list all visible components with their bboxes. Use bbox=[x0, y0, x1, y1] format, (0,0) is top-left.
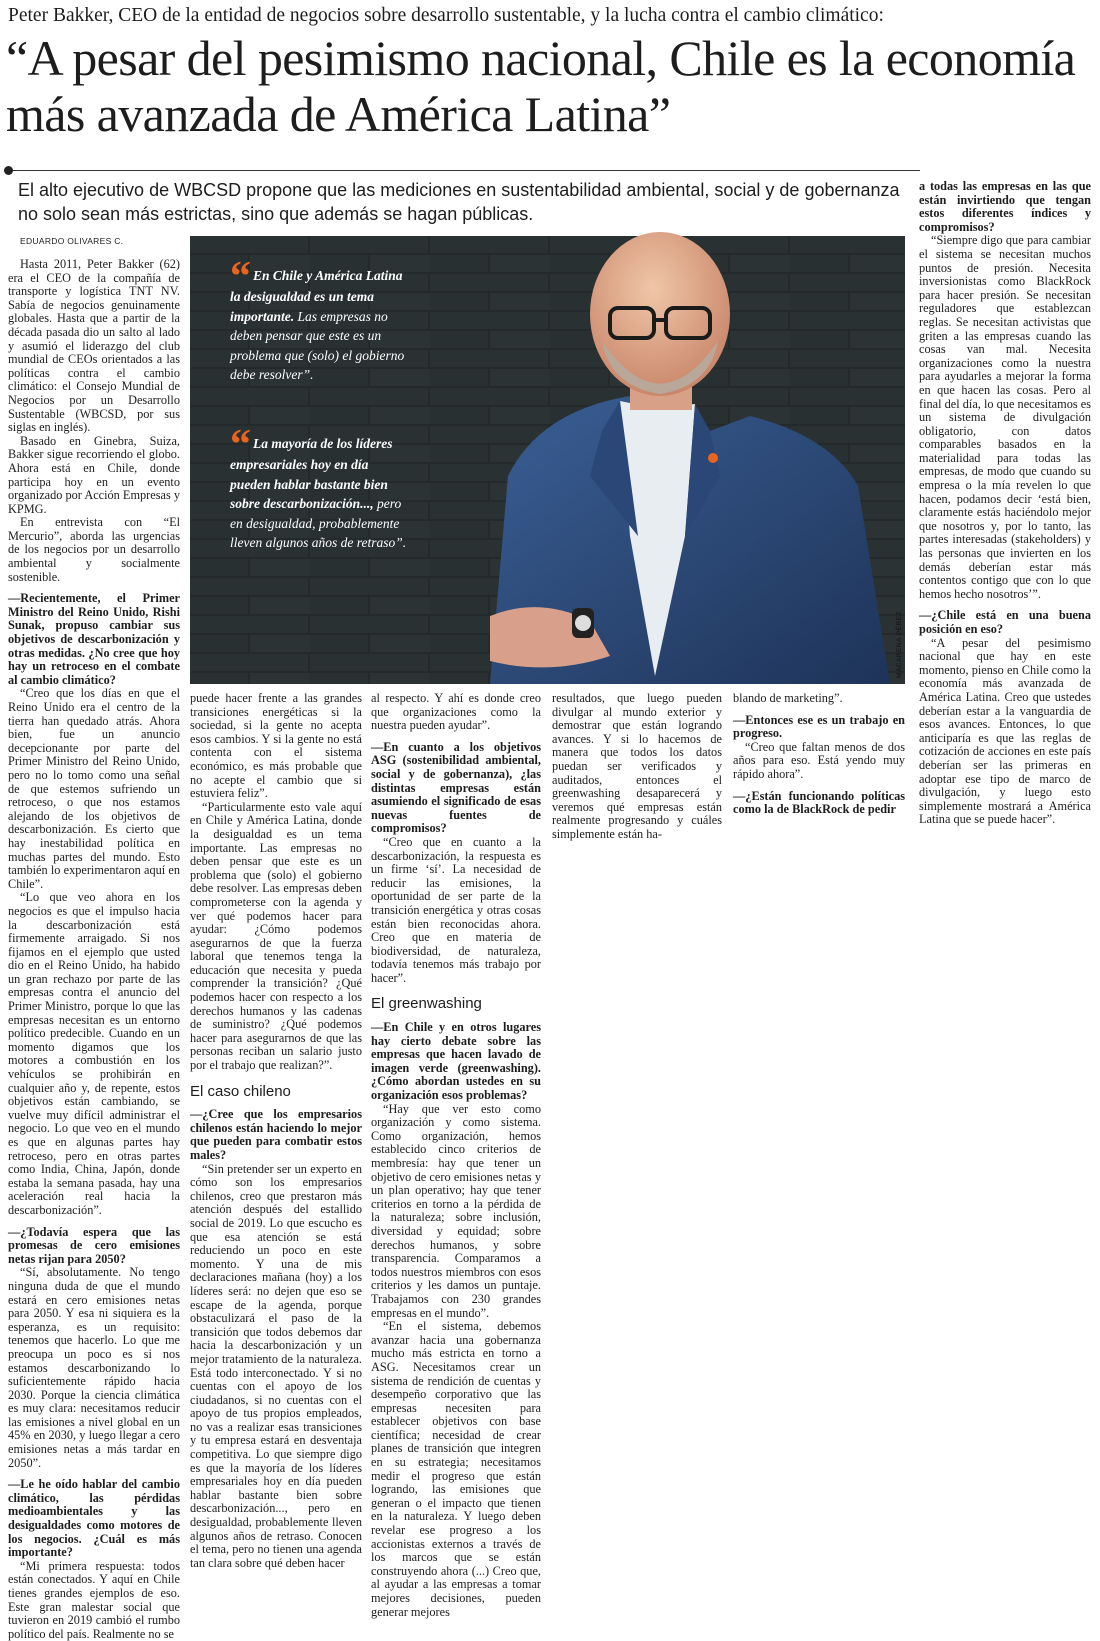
column-1 bbox=[8, 257, 180, 1641]
column-5 bbox=[733, 692, 905, 1580]
question: a todas las empresas en las que están invirtiendo que tengan estos diferentes índices y compromisos? bbox=[919, 179, 1091, 234]
paragraph: resultados, que luego pueden divulgar al mundo exterior y demostrar que están logrando avances. Y si lo hacemos de manera que todos los datos puedan ser verificados y auditados, entonces el greenwashing desaparecerá y veremos qué empresas están realmente progresando y cuáles simplemente están ha- bbox=[552, 691, 722, 841]
paragraph: puede hacer frente a las grandes transiciones energéticas si la sociedad, si la gente no acepta esos cambios. Y si la gente no está contenta con el sistema económico, es más probable que no acepte el cambio que si estuviera feliz”. bbox=[190, 691, 362, 801]
headline: “A pesar del pesimismo nacional, Chile es la economía más avanzada de América Latina” bbox=[6, 30, 1076, 142]
pull-quote-1: “ En Chile y América Latina la desigualdad es un tema importante. Las empresas no deben pensar que este es un problema que (solo) el gobierno debe resolver”. bbox=[230, 254, 405, 382]
photo-credit: MACARENA PÉREZ bbox=[896, 611, 903, 678]
column-2 bbox=[190, 692, 362, 1580]
paragraph: blando de marketing”. bbox=[733, 691, 843, 705]
question: —Entonces ese es un trabajo en progreso. bbox=[733, 712, 905, 741]
column-4 bbox=[552, 692, 722, 1580]
kicker: Peter Bakker, CEO de la entidad de negocios sobre desarrollo sustentable, y la lucha contra el cambio climático: bbox=[8, 5, 884, 26]
paragraph: al respecto. Y ahí es donde creo que organizaciones como la nuestra pueden ayudar”. bbox=[371, 691, 541, 733]
question: —¿Están funcionando políticas como la de BlackRock de pedir bbox=[733, 788, 905, 817]
answer: “Creo que en cuanto a la descarbonización, la respuesta es un firme ‘sí’. La necesidad de reducir las emisiones, la oportunidad de ser parte de la transición energética y otras cosas están bien reconocidas ahora. Creo que en materia de biodiversidad, de naturaleza, todavía tenemos más trabajo por hacer”. bbox=[371, 834, 541, 985]
answer: “Siempre digo que para cambiar el sistema se necesitan muchos puntos de presión. Necesita inversionistas como BlackRock para hacer presión. Se necesitan reguladores que establezcan reglas. Se necesitan activistas que griten a las empresas cuando las cosas van mal. Necesita organizaciones como la nuestra para ayudarles a mejorar la forma en que hacen las cosas. Pero al final del día, lo que necesitamos es un sistema de divulgación obligatorio, con datos comparables basados en la materialidad para todas las empresas, de modo que cuando su empresa o la mía revelen lo que hacen, podamos decir ‘está bien, claramente estás haciéndolo mejor que nosotros y, por lo tanto, las partes interesadas (stakeholders) y las personas que invierten en los demás deberían estar más contentos contigo que con lo que hemos hecho nosotros’”. bbox=[919, 233, 1091, 601]
answer: “Sí, absolutamente. No tengo ninguna duda de que el mundo estará en cero emisiones netas para 2050. Y esa ni siquiera es la esperanza, es un requisito: tenemos que hacerlo. Lo que me preocupa un poco es si nos estamos descarbonizando lo suficientemente rápido hacia 2030. Porque la ciencia climática es muy clara: necesitamos reducir las emisiones a nivel global en un 45% en 2030, y luego llegar a cero emisiones netas a más tardar en 2050”. bbox=[8, 1265, 180, 1470]
quote-mark-icon: “ bbox=[230, 422, 251, 468]
divider-dot bbox=[4, 166, 13, 175]
answer: “Lo que veo ahora en los negocios es que el impulso hacia la descarbonización está firmemente arraigado. Si nos fijamos en el ejemplo que usted dio en el Reino Unido, ha habido un gran rechazo por parte de las empresas contra el anuncio del Primer Ministro, porque lo que las empresas necesitan es un entorno político predecible. Cuando en un momento digamos que los motores a combustión en los vehículos se prohibirán en cualquier año y, de repente, estos objetivos están cambiando, se vuelve muy difícil administrar el negocio. Lo que veo en el mundo es que en algunas partes hay retroceso, pero en otras partes como India, China, Japón, donde estaba la semana pasada, hay una aceleración real hacia la descarbonización”. bbox=[8, 890, 180, 1217]
column-3 bbox=[371, 691, 541, 1619]
pull-quote-2: “ La mayoría de los líderes empresariales hoy en día pueden hablar bastante bien sobre descarbonización..., pero en desigualdad, probablemente lleven algunos años de retraso”. bbox=[230, 422, 407, 550]
divider bbox=[8, 170, 920, 171]
question: —¿Todavía espera que las promesas de cero emisiones netas rijan para 2050? bbox=[8, 1224, 180, 1266]
quote-mark-icon: “ bbox=[230, 254, 251, 300]
section-heading: El caso chileno bbox=[190, 1082, 291, 1100]
byline: EDUARDO OLIVARES C. bbox=[20, 236, 124, 246]
section-heading: El greenwashing bbox=[371, 995, 482, 1013]
answer: “Creo que faltan menos de dos años para eso. Está yendo muy rápido ahora”. bbox=[733, 739, 905, 781]
portrait-photo bbox=[190, 236, 905, 684]
question: —Recientemente, el Primer Ministro del Reino Unido, Rishi Sunak, propuso cambiar sus objetivos de descarbonización y otras medidas. ¿No cree que hoy hay un retroceso en el combate al cambio climático? bbox=[8, 591, 180, 687]
question: —Le he oído hablar del cambio climático, las pérdidas medioambientales y las desigualdades como motores de los negocios. ¿Cuál es más importante? bbox=[8, 1477, 180, 1560]
answer: “Creo que los días en que el Reino Unido era el centro de la tierra han quedado atrás. Ahora bien, fue un anuncio decepcionante por parte del Primer Ministro del Reino Unido, pero no lo tomo como una señal de que estemos sufriendo un retroceso, o que nos estamos alejando de los objetivos de descarbonización. Es cierto que hay inestabilidad política en muchas partes del mundo. Esto también lo experimentaron aquí en Chile”. bbox=[8, 686, 180, 891]
question: —En cuanto a los objetivos ASG (sostenibilidad ambiental, social y de gobernanza), ¿las distintas empresas están asumiendo el significado de esas nuevas fuentes de compromisos? bbox=[371, 739, 541, 836]
answer: “En el sistema, debemos avanzar hacia una gobernanza mucho más estricta en torno a ASG. Necesitamos crear un sistema de rendición de cuentas y desempeño corporativo que las empresas necesiten para establecer objetivos con base científica; necesidad de crear planes de transición que integren en su estrategia; necesitamos medir el progreso que están logrando, las emisiones que generan o el impacto que tienen en la naturaleza. Y luego deben revelar ese progreso a los accionistas externos a través de los marcos que se están construyendo ahora (...) Creo que, al ayudar a las empresas a tomar mejores decisiones, pueden generar mejores bbox=[371, 1319, 541, 1619]
question: —¿Chile está en una buena posición en eso? bbox=[919, 608, 1091, 636]
answer: “A pesar del pesimismo nacional que hay en este momento, pienso en Chile como la economía más avanzada de América Latina. Creo que ustedes deberían estar a la vanguardia de esos avances. Entonces, lo que anticiparía es que las reglas de cotización de acciones en este país deberían ser las primeras en adoptar ese tipo de marco de divulgación, y luego esto simplemente mostrará a América Latina que se puede hacer”. bbox=[919, 635, 1091, 827]
deck: El alto ejecutivo de WBCSD propone que las mediciones en sustentabilidad ambiental, social y de gobernanza no solo sean más estrictas, sino que además se hagan públicas. bbox=[18, 180, 900, 224]
answer: “Sin pretender ser un experto en cómo son los empresarios chilenos, creo que prestaron más atención después del estallido social de 2019. Lo que escucho es que esa atención se está reduciendo un poco en este momento. Y una de mis declaraciones mañana (hoy) a los líderes será: no dejen que eso se escape de la agenda, porque obstaculizará el paso de la transición que todos debemos dar hacia la descarbonización y un mejor tratamiento de la naturaleza. Está todo interconectado. Y si no cuentas con el apoyo de los ciudadanos, si no cuentas con el apoyo de tus propios empleados, no vas a realizar esas transiciones y tu empresa estará en desventaja competitiva. Lo que siempre digo es que la mayoría de los líderes empresariales hoy en día pueden hablar bastante bien sobre descarbonización..., pero en desigualdad, probablemente lleven algunos años de retraso. Conocen el tema, pero no tienen una agenda tan clara sobre qué deben hacer bbox=[190, 1161, 362, 1570]
paragraph: “Particularmente esto vale aquí en Chile y América Latina, donde la desigualdad es un tema importante. Las empresas no deben pensar que este es un problema que (solo) el gobierno debe resolver. Las empresas deben comprometerse con la agenda y ver qué podemos hacer para ayudar: ¿Cómo podemos asegurarnos de que la fuerza laboral que tenemos tenga la educación que necesita y pueda comprender la transición? ¿Qué podemos hacer con respecto a los derechos humanos y las cadenas de suministro? ¿Qué podemos hacer para asegurarnos de que las personas reciban un salario justo por el trabajo que realizan?”. bbox=[190, 799, 362, 1073]
paragraph: Basado en Ginebra, Suiza, Bakker sigue recorriendo el globo. Ahora está en Chile, donde participa hoy en un evento organizado por Acción Empresas y KPMG. bbox=[8, 433, 180, 516]
column-6 bbox=[919, 180, 1091, 1580]
question: —En Chile y en otros lugares hay cierto debate sobre las empresas que hacen lavado de imagen verde (greenwashing). ¿Cómo abordan ustedes en su organización esos problemas? bbox=[371, 1020, 541, 1103]
paragraph: Hasta 2011, Peter Bakker (62) era el CEO de la compañía de transporte y logística TNT NV. Sabía de negocios genuinamente globales. Hasta que a partir de la década pasada dio un salto al lado y asumió el liderazgo del club mundial de CEOs orientados a las políticas contra el cambio climático: el Consejo Mundial de Negocios por un Desarrollo Sustentable (WBCSD, por sus siglas en inglés). bbox=[8, 257, 180, 435]
answer: “Hay que ver esto como organización y como sistema. Como organización, hemos establecido cinco criterios de membresía: hay que tener un objetivo de cero emisiones netas y un plan operativo; hay que tener criterios en torno a la pérdida de la naturaleza; sobre inclusión, diversidad y equidad; sobre derechos humanos, y sobre transparencia. Comparamos a todos nuestros miembros con esos criterios y les damos un puntaje. Trabajamos con 230 grandes empresas en el mundo”. bbox=[371, 1101, 541, 1320]
answer: “Mi primera respuesta: todos están conectados. Y aquí en Chile tienes grandes ejemplos de eso. Este gran malestar social que tuvieron en 2019 cambió el rumbo político del país. Realmente no se bbox=[8, 1558, 180, 1641]
paragraph: En entrevista con “El Mercurio”, aborda las urgencias de los negocios por un desarrollo ambiental y socialmente sostenible. bbox=[8, 515, 180, 584]
question: —¿Cree que los empresarios chilenos están haciendo lo mejor que pueden para combatir estos males? bbox=[190, 1107, 362, 1162]
